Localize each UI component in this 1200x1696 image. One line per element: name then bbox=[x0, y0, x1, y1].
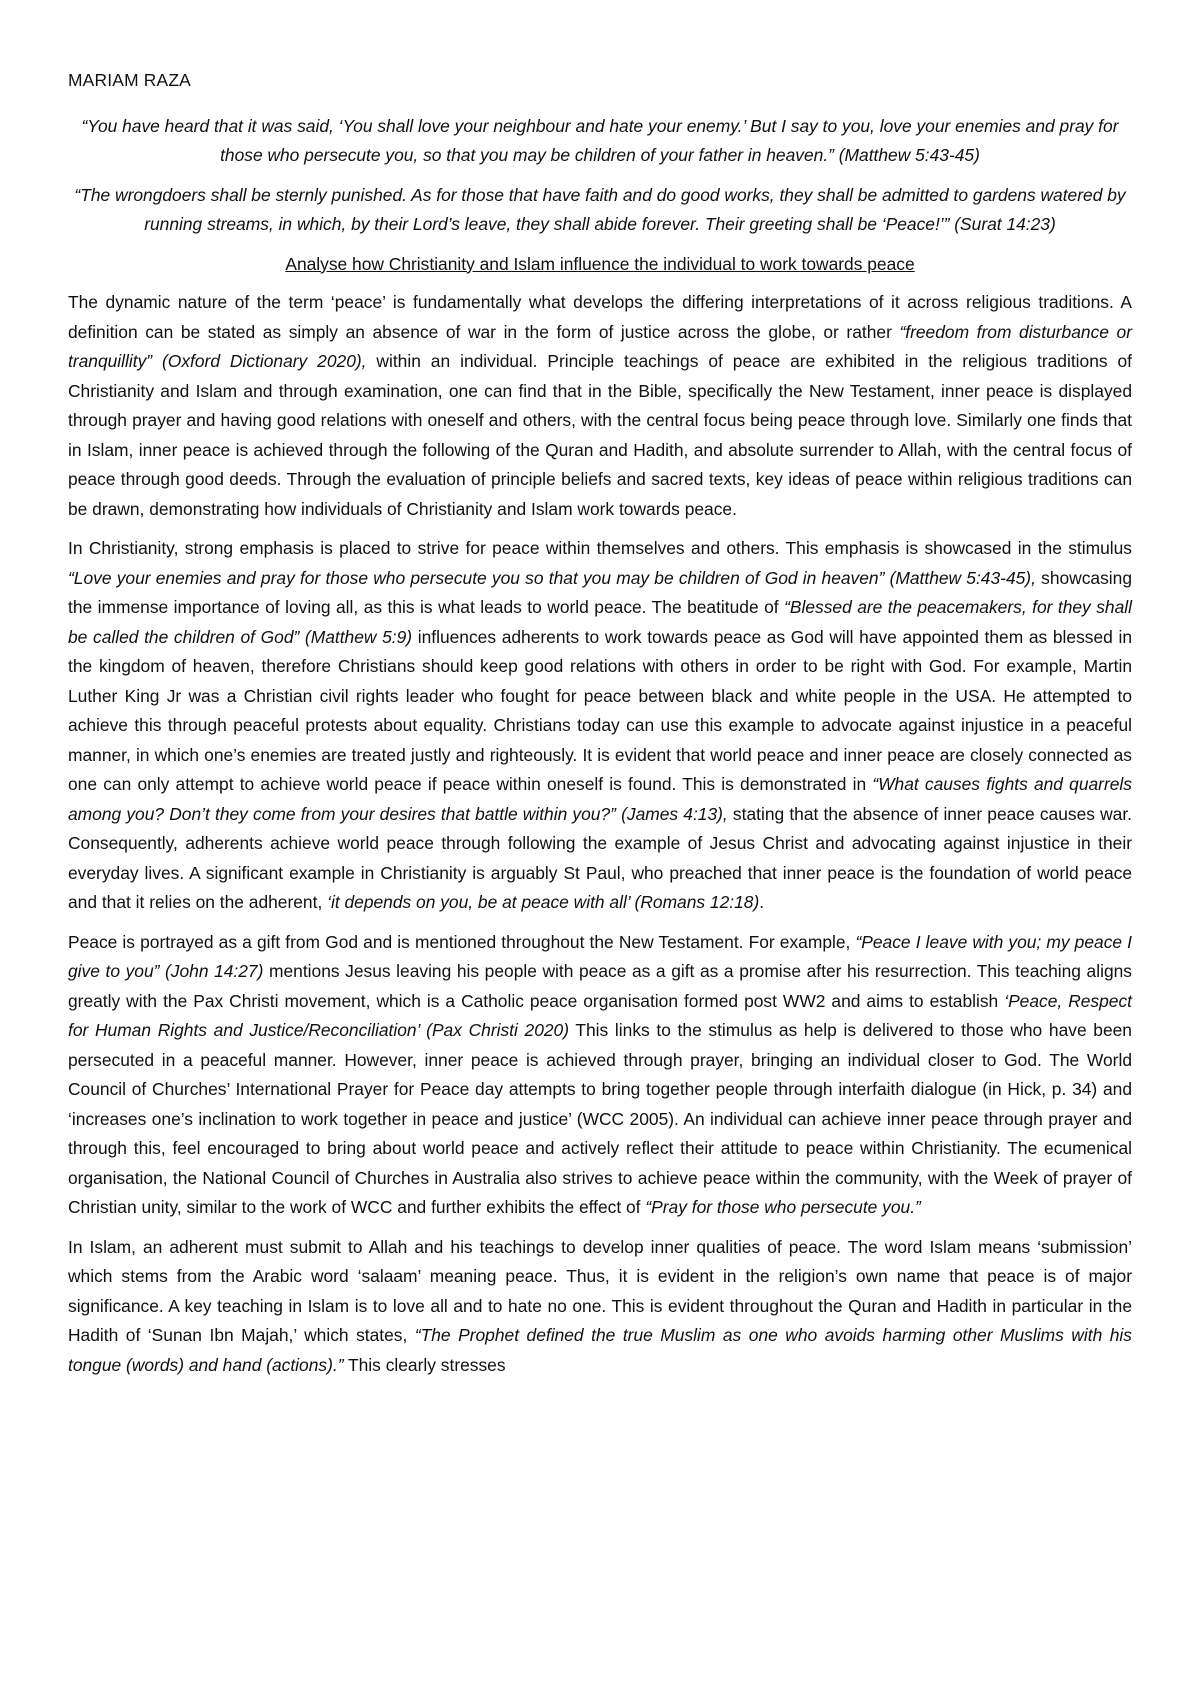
quoted-citation: “freedom from disturbance or tranquillity” (Oxford Dictionary 2020), bbox=[68, 321, 1132, 371]
quoted-citation: “The Prophet defined the true Muslim as one who avoids harming other Muslims with his tongue (words) and hand (actions).” bbox=[68, 1325, 1132, 1375]
epigraph-matthew: “You have heard that it was said, ‘You shall love your neighbour and hate your enemy.’ But I say to you, love your enemies and pray for those who persecute you, so that you may be children of your father in heaven.” (Matthew 5:43-45) bbox=[81, 115, 1119, 165]
paragraph-text: Peace is portrayed as a gift from God and is mentioned throughout the New Testament. For example, bbox=[68, 931, 856, 952]
author-name: MARIAM RAZA bbox=[68, 70, 191, 90]
paragraph-text: influences adherents to work towards peace as God will have appointed them as blessed in the kingdom of heaven, therefore Christians should keep good relations with others in order to be right with God. For example, Martin Luther King Jr was a Christian civil rights leader who fought for peace between black and white people in the USA. He attempted to achieve this through peaceful protests about equality. Christians today can use this example to advocate against injustice in a peaceful manner, in which one’s enemies are treated justly and righteously. It is evident that world peace and inner peace are closely connected as one can only attempt to achieve world peace if peace within oneself is found. This is demonstrated in bbox=[68, 626, 1133, 794]
paragraph-islam bbox=[68, 1233, 1132, 1381]
epigraph-surat: “The wrongdoers shall be sternly punished. As for those that have faith and do good works, they shall be admitted to gardens watered by running streams, in which, by their Lord’s leave, they shall abide forever. Their greeting shall be ‘Peace!’” (Surat 14:23) bbox=[74, 184, 1126, 234]
paragraph-text: showcasing the immense importance of loving all, as this is what leads to world peace. The beatitude of bbox=[68, 567, 1133, 617]
paragraph-christianity bbox=[68, 534, 1132, 918]
quoted-citation: “Pray for those who persecute you.” bbox=[645, 1197, 921, 1217]
paragraph-text: In Christianity, strong emphasis is placed to strive for peace within themselves and others. This emphasis is showcased in the stimulus bbox=[68, 538, 1132, 558]
quoted-citation: “Blessed are the peacemakers, for they shall be called the children of God” (Matthew 5:9) bbox=[68, 597, 1132, 647]
essay-title: Analyse how Christianity and Islam influence the individual to work towards peace bbox=[285, 253, 915, 274]
paragraph-text: The dynamic nature of the term ‘peace’ is fundamentally what develops the differing interpretations of it across religious traditions. A definition can be stated as simply an absence of war in the form of justice across the globe, or rather bbox=[68, 292, 1132, 342]
quoted-citation: “Peace I leave with you; my peace I give to you” (John 14:27) bbox=[68, 931, 1133, 981]
paragraph-gift-of-peace bbox=[68, 928, 1132, 1223]
quoted-citation: “What causes fights and quarrels among you? Don’t they come from your desires that battle within you?” (James 4:13), bbox=[68, 774, 1132, 824]
paragraph-text: In Islam, an adherent must submit to Allah and his teachings to develop inner qualities of peace. The word Islam means ‘submission’ which stems from the Arabic word ‘salaam’ meaning peace. Thus, it is evident in the religion’s own name that peace is of major significance. A key teaching in Islam is to love all and to hate no one. This is evident throughout the Quran and Hadith in particular in the Hadith of ‘Sunan Ibn Majah,’ which states, bbox=[68, 1236, 1132, 1345]
paragraph-text: This links to the stimulus as help is delivered to those who have been persecuted in a peaceful manner. However, inner peace is achieved through prayer, bringing an individual closer to God. The World Council of Churches’ International Prayer for Peace day attempts to bring together people through interfaith dialogue (in Hick, p. 34) and ‘increases one’s inclination to work together in peace and justice’ (WCC 2005). An individual can achieve inner peace through prayer and through this, feel encouraged to bring about world peace and actively reflect their attitude to peace within Christianity. The ecumenical organisation, the National Council of Churches in Australia also strives to achieve peace within the community, with the Week of prayer of Christian unity, similar to the work of WCC and further exhibits the effect of bbox=[68, 1020, 1132, 1217]
quoted-citation: “Love your enemies and pray for those who persecute you so that you may be children of God in heaven” (Matthew 5:43-45), bbox=[68, 567, 1036, 588]
paragraph-text: stating that the absence of inner peace causes war. Consequently, adherents achieve world peace through following the example of Jesus Christ and advocating against injustice in their everyday lives. A significant example in Christianity is arguably St Paul, who preached that inner peace is the foundation of world peace and that it relies on the adherent, bbox=[68, 803, 1132, 912]
quoted-citation: ‘Peace, Respect for Human Rights and Justice/Reconciliation’ (Pax Christi 2020) bbox=[68, 990, 1133, 1040]
quoted-citation: ‘it depends on you, be at peace with all’ (Romans 12:18) bbox=[327, 892, 760, 912]
paragraph-text: mentions Jesus leaving his people with peace as a gift as a promise after his resurrection. This teaching aligns greatly with the Pax Christi movement, which is a Catholic peace organisation formed post WW2 and aims to establish bbox=[68, 961, 1132, 1011]
paragraph-text: . bbox=[759, 892, 765, 912]
paragraph-introduction bbox=[68, 288, 1132, 524]
paragraph-text: This clearly stresses bbox=[343, 1354, 506, 1375]
paragraph-text: within an individual. Principle teachings of peace are exhibited in the religious traditions of Christianity and Islam and through examination, one can find that in the Bible, specifically the New Testament, inner peace is displayed through prayer and having good relations with oneself and others, with the central focus being peace through love. Similarly one finds that in Islam, inner peace is achieved through the following of the Quran and Hadith, and absolute surrender to Allah, with the central focus of peace through good deeds. Through the evaluation of principle beliefs and sacred texts, key ideas of peace within religious traditions can be drawn, demonstrating how individuals of Christianity and Islam work towards peace. bbox=[68, 351, 1132, 519]
